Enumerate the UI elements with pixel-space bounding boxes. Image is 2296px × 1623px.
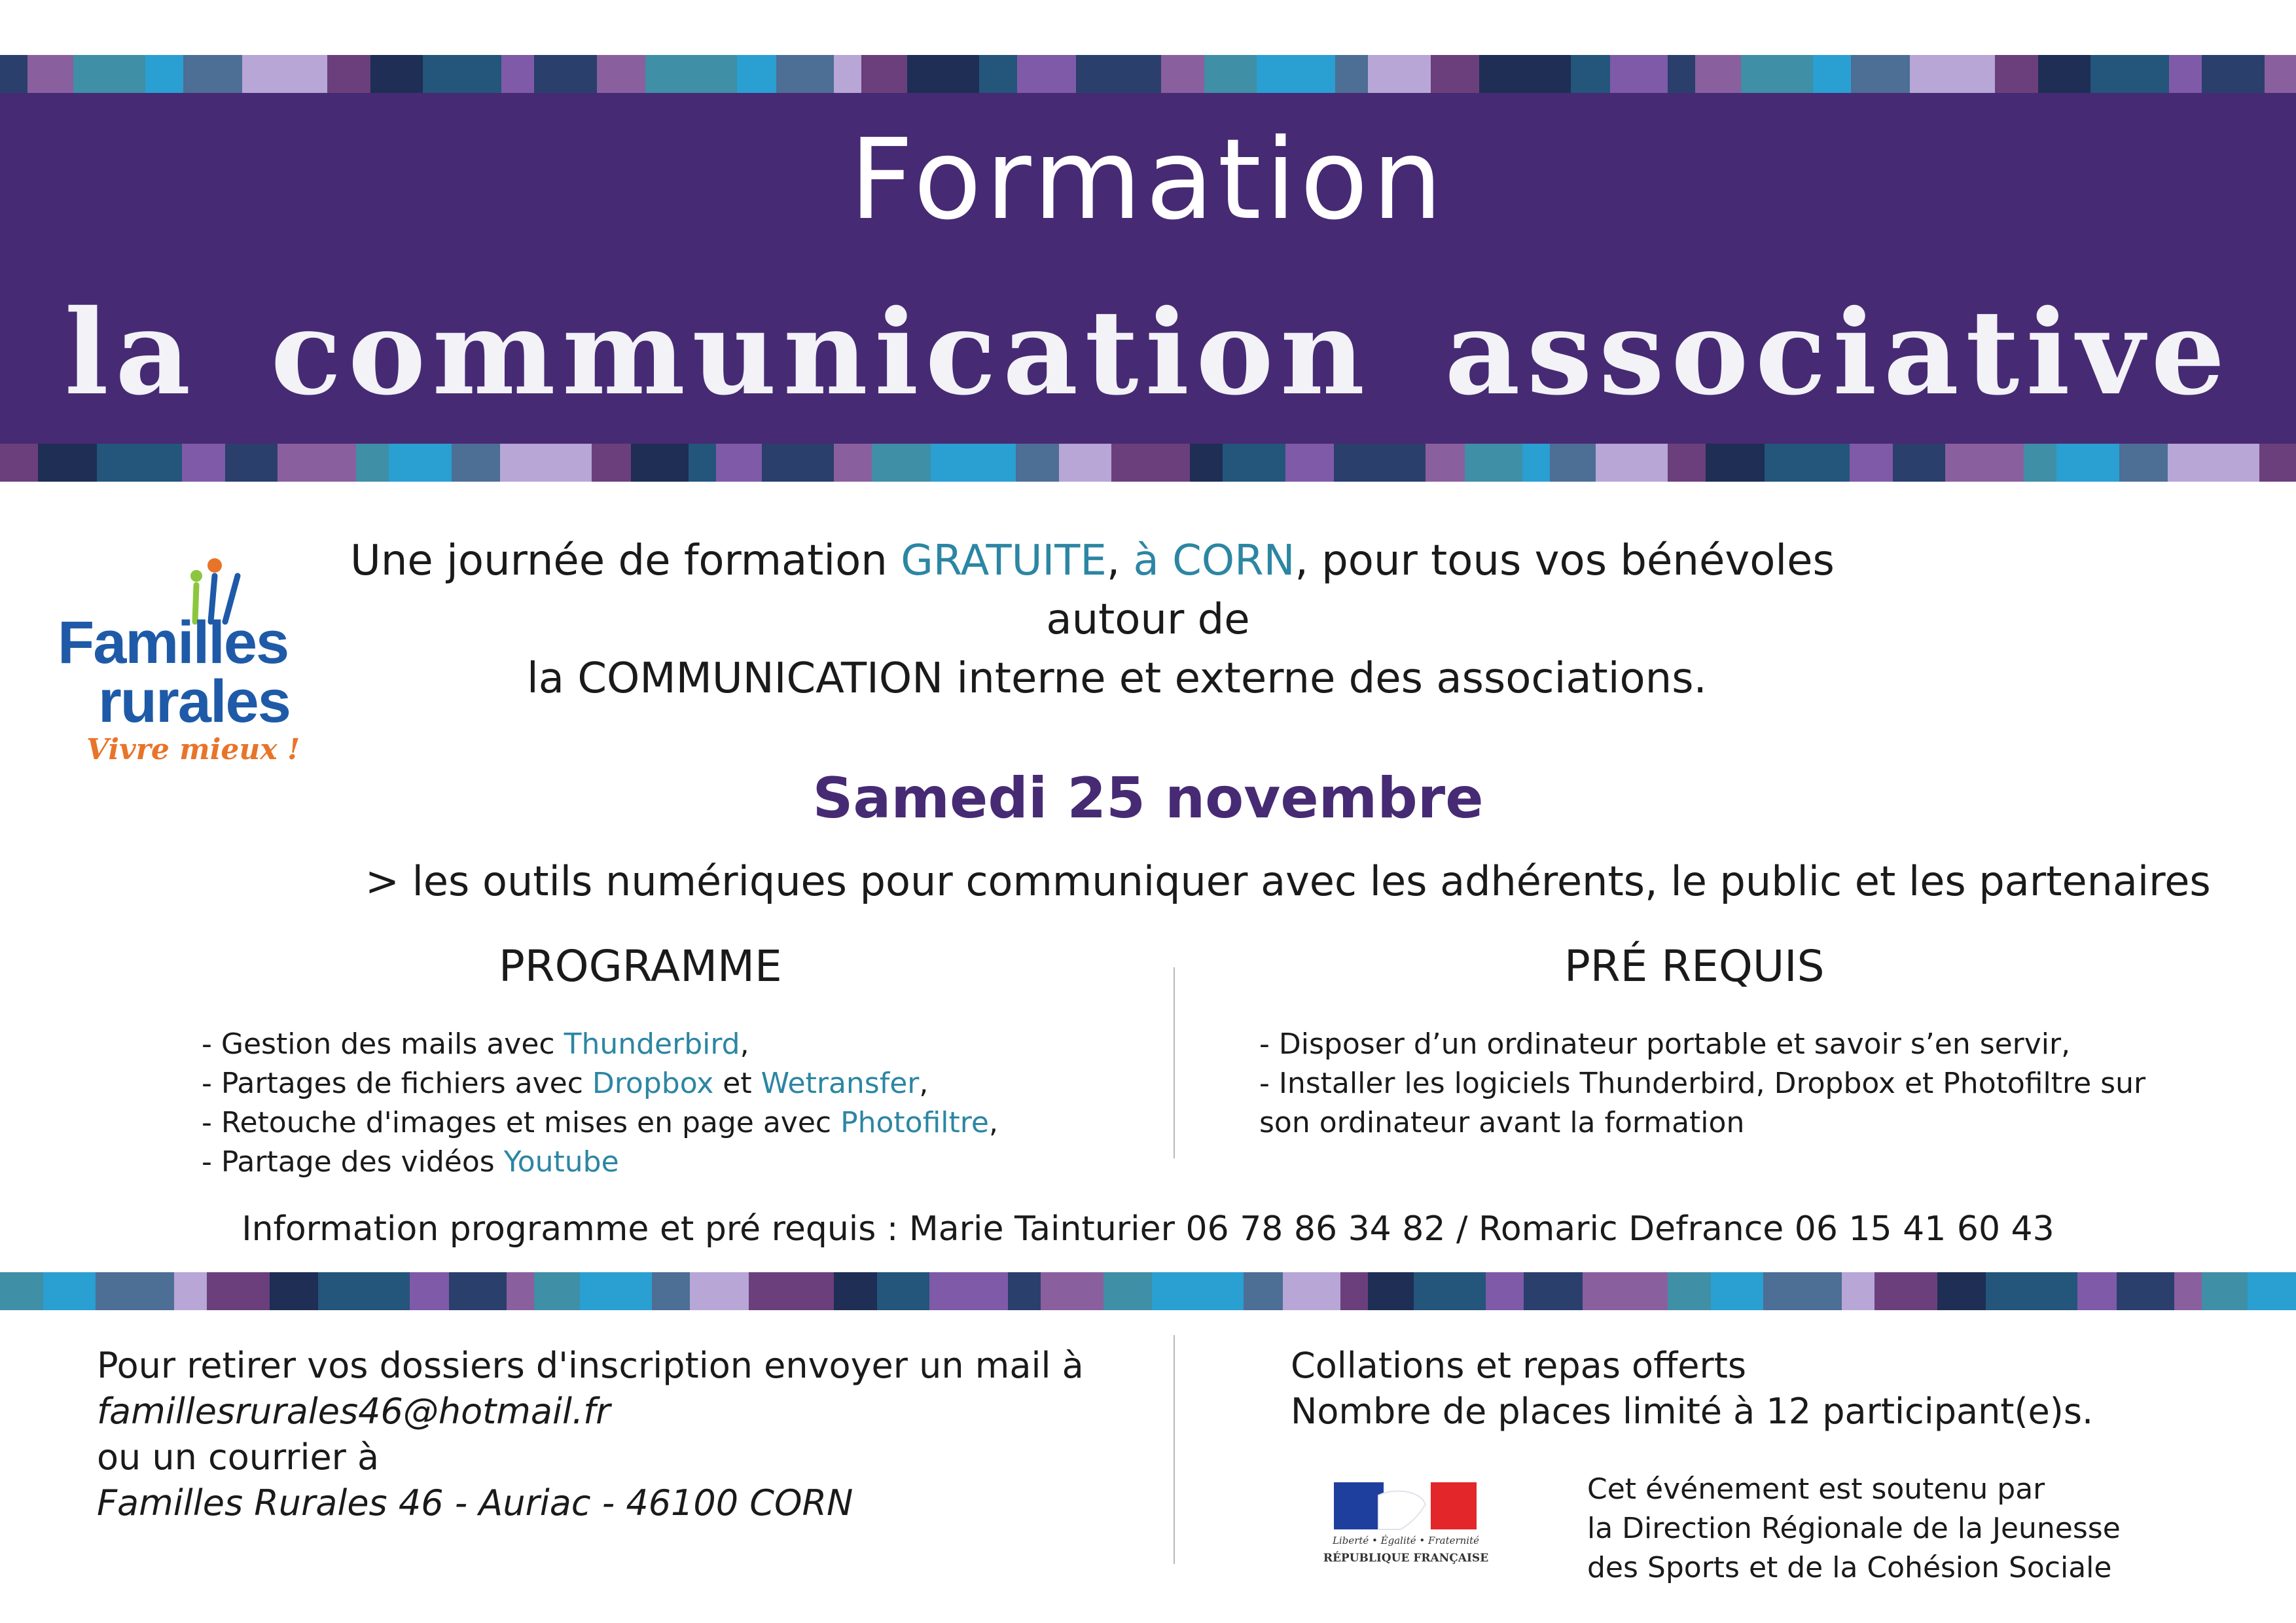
- stripe-segment: [43, 1272, 96, 1310]
- stripe-segment: [97, 444, 182, 482]
- stripe-segment: [1486, 1272, 1524, 1310]
- stripe-segment: [389, 444, 452, 482]
- intro-separator: ,: [1106, 537, 1134, 585]
- stripe-segment: [1668, 444, 1706, 482]
- stripe-segment: [1204, 55, 1257, 93]
- column-divider: [1174, 967, 1175, 1158]
- programme-item-text: - Retouche d'images et mises en page avec: [202, 1106, 841, 1139]
- event-topic: > les outils numériques pour communiquer avec les adhérents, le public et les partenaires: [365, 857, 2211, 905]
- stripe-segment: [1937, 1272, 1986, 1310]
- stripe-segment: [0, 55, 27, 93]
- stripe-segment: [1874, 1272, 1937, 1310]
- stripe-segment: [2038, 55, 2090, 93]
- registration-line-1: Pour retirer vos dossiers d'inscription envoyer un mail à: [97, 1345, 1084, 1386]
- intro-line-1-suffix: , pour tous vos bénévoles: [1295, 537, 1835, 585]
- logo-word-familles: Familles: [58, 609, 289, 676]
- stripe-segment: [716, 444, 762, 482]
- tool-name: Youtube: [503, 1145, 619, 1179]
- stripe-segment: [1103, 1272, 1152, 1310]
- stripe-segment: [872, 444, 931, 482]
- title-communication-associative: la communication associative: [64, 284, 2232, 421]
- stripe-segment: [174, 1272, 207, 1310]
- stripe-segment: [1283, 1272, 1340, 1310]
- republique-francaise-logo: [1322, 1469, 1489, 1580]
- stripe-segment: [1668, 1272, 1711, 1310]
- stripe-segment: [1583, 1272, 1668, 1310]
- stripe-segment: [1244, 1272, 1283, 1310]
- stripe-segment: [1893, 444, 1945, 482]
- stripe-segment: [1008, 1272, 1041, 1310]
- stripe-segment: [580, 1272, 652, 1310]
- stripe-segment: [1223, 444, 1285, 482]
- intro-line-2: autour de: [1046, 596, 1250, 644]
- stripe-segment: [1059, 444, 1111, 482]
- stripe-segment: [1995, 55, 2038, 93]
- stripe-segment: [931, 444, 1016, 482]
- stripe-segment: [73, 55, 145, 93]
- stripe-segment: [452, 444, 500, 482]
- stripe-segment: [1765, 444, 1850, 482]
- tool-name: Dropbox: [592, 1067, 714, 1100]
- stripe-segment: [1945, 444, 2024, 482]
- stripe-segment: [2259, 444, 2296, 482]
- stripe-segment: [929, 1272, 1008, 1310]
- stripe-segment: [907, 55, 979, 93]
- tool-name: Photofiltre: [840, 1106, 989, 1139]
- stripe-segment: [1431, 55, 1479, 93]
- republique-motto: Liberté • Égalité • Fraternité: [1332, 1535, 1480, 1546]
- stripe-segment: [1706, 444, 1765, 482]
- programme-item-suffix: ,: [919, 1067, 929, 1100]
- stripe-segment: [96, 1272, 174, 1310]
- stripe-segment: [327, 55, 370, 93]
- stripe-segment: [834, 1272, 877, 1310]
- tool-name: Thunderbird: [564, 1027, 740, 1061]
- stripe-segment: [2056, 444, 2119, 482]
- registration-line-3: ou un courrier à: [97, 1436, 380, 1478]
- programme-heading: PROGRAMME: [499, 941, 782, 991]
- stripe-segment: [877, 1272, 929, 1310]
- stripe-segment: [1813, 55, 1851, 93]
- programme-item-text: - Partage des vidéos: [202, 1145, 504, 1179]
- stripe-segment: [534, 1272, 580, 1310]
- stripe-segment: [278, 444, 356, 482]
- stripe-segment: [690, 1272, 749, 1310]
- marianne-flag-icon: [1322, 1469, 1486, 1535]
- stripe-segment: [597, 55, 645, 93]
- stripe-segment: [207, 1272, 270, 1310]
- title-formation: Formation: [849, 115, 1447, 245]
- stripe-segment: [2168, 444, 2259, 482]
- stripe-segment: [1465, 444, 1522, 482]
- intro-line-1-prefix: Une journée de formation: [350, 537, 901, 585]
- stripe-segment: [1711, 1272, 1763, 1310]
- stripe-segment: [2174, 1272, 2202, 1310]
- decorative-stripe-top: [0, 55, 2296, 93]
- stripe-segment: [1695, 55, 1741, 93]
- header-banner: [0, 55, 2296, 482]
- stripe-segment: [2090, 55, 2169, 93]
- highlight-gratuite: GRATUITE: [901, 537, 1107, 585]
- stripe-segment: [592, 444, 631, 482]
- republique-name: RÉPUBLIQUE FRANÇAISE: [1323, 1552, 1489, 1565]
- stripe-segment: [652, 1272, 690, 1310]
- stripe-segment: [1426, 444, 1465, 482]
- logo-tagline: Vivre mieux !: [86, 733, 300, 766]
- stripe-segment: [1479, 55, 1571, 93]
- stripe-segment: [689, 444, 716, 482]
- stripe-segment: [534, 55, 597, 93]
- stripe-segment: [1741, 55, 1813, 93]
- programme-item-middle: et: [713, 1067, 761, 1100]
- programme-item: [202, 1106, 998, 1139]
- stripe-segment: [410, 1272, 449, 1310]
- stripe-segment: [834, 444, 872, 482]
- stripe-segment: [1596, 444, 1668, 482]
- stripe-segment: [1571, 55, 1610, 93]
- stripe-segment: [507, 1272, 534, 1310]
- footer-divider: [1174, 1335, 1175, 1564]
- stripe-segment: [2077, 1272, 2117, 1310]
- logo-word-rurales: rurales: [98, 668, 290, 735]
- stripe-segment: [500, 444, 592, 482]
- programme-item: [202, 1027, 749, 1061]
- highlight-corn: à CORN: [1133, 537, 1295, 585]
- stripe-segment: [1152, 1272, 1244, 1310]
- stripe-segment: [2248, 1272, 2296, 1310]
- stripe-segment: [2202, 1272, 2248, 1310]
- stripe-segment: [1334, 444, 1426, 482]
- stripe-segment: [2169, 55, 2202, 93]
- stripe-segment: [1257, 55, 1335, 93]
- stripe-segment: [1017, 55, 1076, 93]
- stripe-segment: [1842, 1272, 1874, 1310]
- intro-line-1: [350, 537, 1835, 585]
- offer-line-1: Collations et repas offerts: [1291, 1345, 1747, 1386]
- event-date: Samedi 25 novembre: [812, 766, 1484, 831]
- contact-info: Information programme et pré requis : Marie Tainturier 06 78 86 34 82 / Romaric Defrance 06 15 41 60 43: [242, 1209, 2054, 1249]
- stripe-segment: [1610, 55, 1668, 93]
- stripe-segment: [1076, 55, 1161, 93]
- stripe-segment: [38, 444, 97, 482]
- programme-item-text: - Gestion des mails avec: [202, 1027, 564, 1061]
- stripe-segment: [1522, 444, 1550, 482]
- stripe-segment: [1986, 1272, 2077, 1310]
- stripe-segment: [2119, 444, 2168, 482]
- prerequis-line: - Disposer d’un ordinateur portable et savoir s’en servir,: [1259, 1027, 2071, 1061]
- stripe-segment: [0, 1272, 43, 1310]
- stripe-segment: [1161, 55, 1204, 93]
- stripe-segment: [1285, 444, 1334, 482]
- stripe-segment: [1335, 55, 1368, 93]
- stripe-segment: [776, 55, 834, 93]
- stripe-segment: [1910, 55, 1995, 93]
- stripe-segment: [27, 55, 73, 93]
- stripe-segment: [631, 444, 689, 482]
- stripe-segment: [501, 55, 534, 93]
- familles-rurales-logo: [58, 556, 300, 766]
- stripe-segment: [1340, 1272, 1368, 1310]
- stripe-segment: [645, 55, 737, 93]
- programme-item: [202, 1145, 619, 1179]
- stripe-segment: [2265, 55, 2296, 93]
- stripe-segment: [1368, 55, 1431, 93]
- stripe-segment: [1414, 1272, 1486, 1310]
- intro-line-3: la COMMUNICATION interne et externe des associations.: [527, 654, 1707, 703]
- stripe-segment: [270, 1272, 318, 1310]
- programme-item-suffix: ,: [988, 1106, 998, 1139]
- stripe-segment: [370, 55, 423, 93]
- stripe-segment: [242, 55, 327, 93]
- stripe-segment: [1190, 444, 1223, 482]
- stripe-segment: [1041, 1272, 1103, 1310]
- stripe-segment: [737, 55, 776, 93]
- stripe-segment: [1016, 444, 1059, 482]
- decorative-stripe-bottom: [0, 444, 2296, 482]
- stripe-segment: [2024, 444, 2056, 482]
- stripe-segment: [423, 55, 501, 93]
- stripe-segment: [145, 55, 183, 93]
- programme-item-suffix: ,: [740, 1027, 749, 1061]
- decorative-stripe-footer: [0, 1272, 2296, 1310]
- stripe-segment: [979, 55, 1017, 93]
- stripe-segment: [2117, 1272, 2174, 1310]
- stripe-segment: [1550, 444, 1596, 482]
- stripe-segment: [861, 55, 907, 93]
- prerequis-heading: PRÉ REQUIS: [1564, 941, 1825, 991]
- stripe-segment: [225, 444, 278, 482]
- stripe-segment: [449, 1272, 507, 1310]
- stripe-segment: [183, 55, 242, 93]
- stripe-segment: [834, 55, 861, 93]
- programme-item-text: - Partages de fichiers avec: [202, 1067, 592, 1100]
- support-line: Cet événement est soutenu par: [1587, 1472, 2045, 1506]
- stripe-segment: [1368, 1272, 1414, 1310]
- registration-address: Familles Rurales 46 - Auriac - 46100 CORN: [97, 1482, 853, 1524]
- stripe-segment: [356, 444, 389, 482]
- tool-name: Wetransfer: [761, 1067, 920, 1100]
- prerequis-line: - Installer les logiciels Thunderbird, Dropbox et Photofiltre sur: [1259, 1067, 2146, 1100]
- registration-email[interactable]: famillesrurales46@hotmail.fr: [97, 1391, 611, 1432]
- prerequis-line: son ordinateur avant la formation: [1259, 1106, 1745, 1139]
- offer-line-2: Nombre de places limité à 12 participant(e)s.: [1291, 1391, 2094, 1432]
- stripe-segment: [749, 1272, 834, 1310]
- stripe-segment: [318, 1272, 410, 1310]
- stripe-segment: [0, 444, 38, 482]
- stripe-segment: [1524, 1272, 1583, 1310]
- stripe-segment: [2202, 55, 2265, 93]
- stripe-segment: [1111, 444, 1190, 482]
- stripe-segment: [1850, 444, 1893, 482]
- stripe-segment: [182, 444, 225, 482]
- programme-item: [202, 1067, 928, 1100]
- stripe-segment: [1851, 55, 1910, 93]
- support-line: la Direction Régionale de la Jeunesse: [1587, 1512, 2121, 1545]
- support-line: des Sports et de la Cohésion Sociale: [1587, 1551, 2112, 1584]
- stripe-segment: [1668, 55, 1695, 93]
- stripe-segment: [1763, 1272, 1842, 1310]
- stripe-segment: [762, 444, 834, 482]
